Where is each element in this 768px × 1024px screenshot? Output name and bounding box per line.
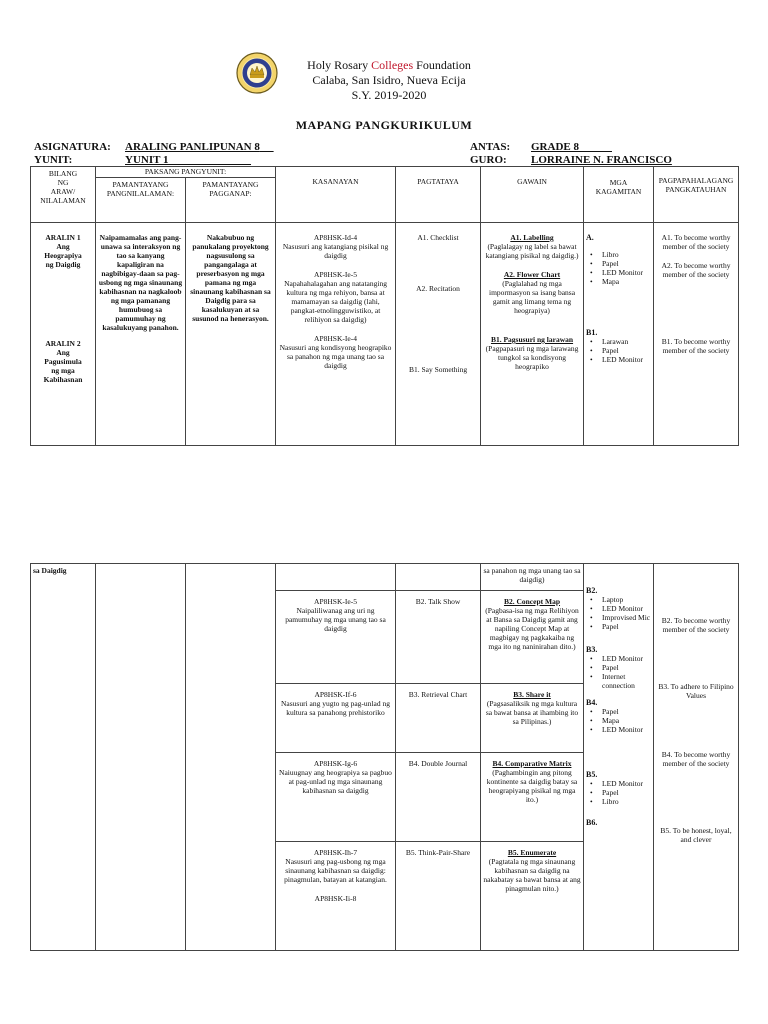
antas-value: GRADE 8 — [531, 141, 579, 153]
kasanayan-b4: AP8HSK-Ig-6 Naiuugnay ang heograpiya sa pagbuo at pag-unlad ng mga sinaunang kabihasnan sa daigdig — [276, 753, 396, 842]
gawain-b5: B5. Enumerate (Pagtatala ng mga sinaunang kabihasnan sa daigdig na nakabatay sa bawat bansa at ang pinagmulan nito.) — [481, 842, 584, 951]
gawain-continued-cell: sa panahon ng mga unang tao sa daigdig) — [481, 564, 584, 591]
document-title: MAPANG PANGKURIKULUM — [295, 118, 473, 132]
header-pamantayang-pangnilalaman: PAMANTAYANG PANGNILALAMAN: — [96, 178, 186, 223]
header-pagtataya: PAGTATAYA — [396, 167, 481, 223]
materials-list-a: • Libro • Papel • LED Monitor • Mapa — [586, 250, 651, 286]
pagpapahalaga-cell: A1. To become worthy member of the society A2. To become worthy member of the society B1. To become worthy member of the society — [654, 223, 739, 446]
pagtataya-b2: B2. Talk Show — [396, 591, 481, 684]
header-paksang-pangyunit: PAKSANG PANGYUNIT: — [96, 167, 276, 178]
antas-label: ANTAS: — [470, 141, 511, 153]
materials-list-b5: • LED Monitor • Papel • Libro — [586, 779, 651, 806]
aralin-continued-cell: sa Daigdig — [31, 564, 96, 951]
pagpapahalaga-continued-cell: B2. To become worthy member of the society B3. To adhere to Filipino Values B4. To become worthy member of the society B5. To be honest, loyal, and clever — [654, 564, 739, 951]
kagamitan-cell: A. • Libro • Papel • LED Monitor • Mapa B1. • Larawan • Papel • LED Monitor — [584, 223, 654, 446]
pagtataya-empty-cell — [396, 564, 481, 591]
pangnilalaman-empty-cell — [96, 564, 186, 951]
pagtataya-b4: B4. Double Journal — [396, 753, 481, 842]
pagtataya-cell: A1. Checklist A2. Recitation B1. Say Something — [396, 223, 481, 446]
header-pamantayang-pagganap: PAMANTAYANG PAGGANAP: — [186, 178, 276, 223]
pagtataya-b3: B3. Retrieval Chart — [396, 684, 481, 753]
materials-list-b4: • Papel • Mapa • LED Monitor — [586, 707, 651, 734]
materials-list-b1: • Larawan • Papel • LED Monitor — [586, 337, 651, 364]
yunit-label: YUNIT: — [34, 154, 73, 166]
pangnilalaman-cell: Naipamamalas ang pang-unawa sa interaksyon ng tao sa kanyang kapaligiran na nagbibigay-daan sa pag-usbong ng mga sinaunang kabihasnan na nagkaloob ng mga pamanang humubuog sa pamumuhay ng kasalukuyang panahon. — [96, 223, 186, 446]
kasanayan-b3: AP8HSK-If-6 Nasusuri ang yugto ng pag-unlad ng kultura sa panahong prehistoriko — [276, 684, 396, 753]
school-header — [284, 58, 494, 103]
asignatura-label: ASIGNATURA: — [34, 141, 111, 153]
kasanayan-empty-cell — [276, 564, 396, 591]
school-year: S.Y. 2019-2020 — [351, 88, 427, 102]
kagamitan-continued-cell: B2. • Laptop • LED Monitor • Improvised Mic • Papel B3. • LED Monitor • Papel • Internet connection B4. • Papel • Mapa • LED Monitor B5. • LED Monitor • Papel • Libro B6. — [584, 564, 654, 951]
guro-value: LORRAINE N. FRANCISCO — [531, 154, 672, 166]
curriculum-table-part2 — [30, 563, 739, 951]
materials-list-b2: • Laptop • LED Monitor • Improvised Mic • Papel — [586, 595, 651, 631]
guro-label: GURO: — [470, 154, 507, 166]
school-seal-icon — [236, 52, 278, 94]
kasanayan-b2: AP8HSK-Ie-5 Naipaliliwanag ang uri ng pamumuhay ng mga unang tao sa daigdig — [276, 591, 396, 684]
gawain-b3: B3. Share it (Pagsasaliksik ng mga kultura sa bawat bansa at ihambing ito sa Pilipinas.) — [481, 684, 584, 753]
header-pagpapahalagang: PAGPAPAHALAGANG PANGKATAUHAN — [654, 167, 739, 223]
pagganap-empty-cell — [186, 564, 276, 951]
kasanayan-b5: AP8HSK-Ih-7 Nasusuri ang pag-usbong ng mga sinaunang kabihasnan sa daigdig: pinagmulan, batayan at katangian. AP8HSK-Ii-8 — [276, 842, 396, 951]
aralin-cell: ARALIN 1 Ang Heograpiya ng Daigdig ARALIN 2 Ang Pagusimula ng mga Kabihasnan — [31, 223, 96, 446]
pagganap-cell: Nakabubuo ng panukalang proyektong nagsusulong sa pangangalaga at preserbasyon ng mga pamana ng mga sinaunang kabihasnan sa Daigdig para sa kasalukuyan at sa susunod na henerasyon. — [186, 223, 276, 446]
gawain-b2: B2. Concept Map (Pagbasa-isa ng mga Relihiyon at Bansa sa Daigdig gamit ang napiling Concept Map at magbigay ng pagkakaiba ng mga ito ng naninirahan dito.) — [481, 591, 584, 684]
header-mga-kagamitan: MGA KAGAMITAN — [584, 167, 654, 223]
header-gawain: GAWAIN — [481, 167, 584, 223]
school-name: Holy Rosary Colleges Foundation — [307, 58, 471, 72]
header-kasanayan: KASANAYAN — [276, 167, 396, 223]
yunit-value: YUNIT 1 — [125, 154, 169, 166]
materials-list-b3: • LED Monitor • Papel • Internet connection — [586, 654, 651, 690]
gawain-b4: B4. Comparative Matrix (Paghambingin ang pitong kontinente sa daigdig batay sa heograpiyang pisikal ng mga ito.) — [481, 753, 584, 842]
kasanayan-cell: AP8HSK-Id-4 Nasusuri ang katangiang pisikal ng daigdig AP8HSK-Ie-5 Napahahalagahan ang natatanging kultura ng mga rehiyon, bansa at mamamayan sa daigdig (lahi, pangkat-etnolingguwistiko, at relihiyon sa daigdig) AP8HSK-Ie-4 Nasusuri ang kondisyong heograpiko sa panahon ng mga unang tao sa daigdig — [276, 223, 396, 446]
asignatura-value: ARALING PANLIPUNAN 8 — [125, 141, 260, 153]
gawain-cell: A1. Labelling (Paglalagay ng label sa bawat katangiang pisikal ng daigdig.) A2. Flower Chart (Paglalahad ng mga impormasyon sa isang bansa gamit ang limang tema ng heograpiya) B1. Pagsusuri ng larawan (Pagpapasuri ng mga larawang tungkol sa kondisyong heograpiko — [481, 223, 584, 446]
header-bilang: BILANG NG ARAW/ NILALAMAN — [31, 167, 96, 223]
school-address: Calaba, San Isidro, Nueva Ecija — [312, 73, 466, 87]
pagtataya-b5: B5. Think-Pair-Share — [396, 842, 481, 951]
curriculum-table-part1 — [30, 166, 739, 446]
